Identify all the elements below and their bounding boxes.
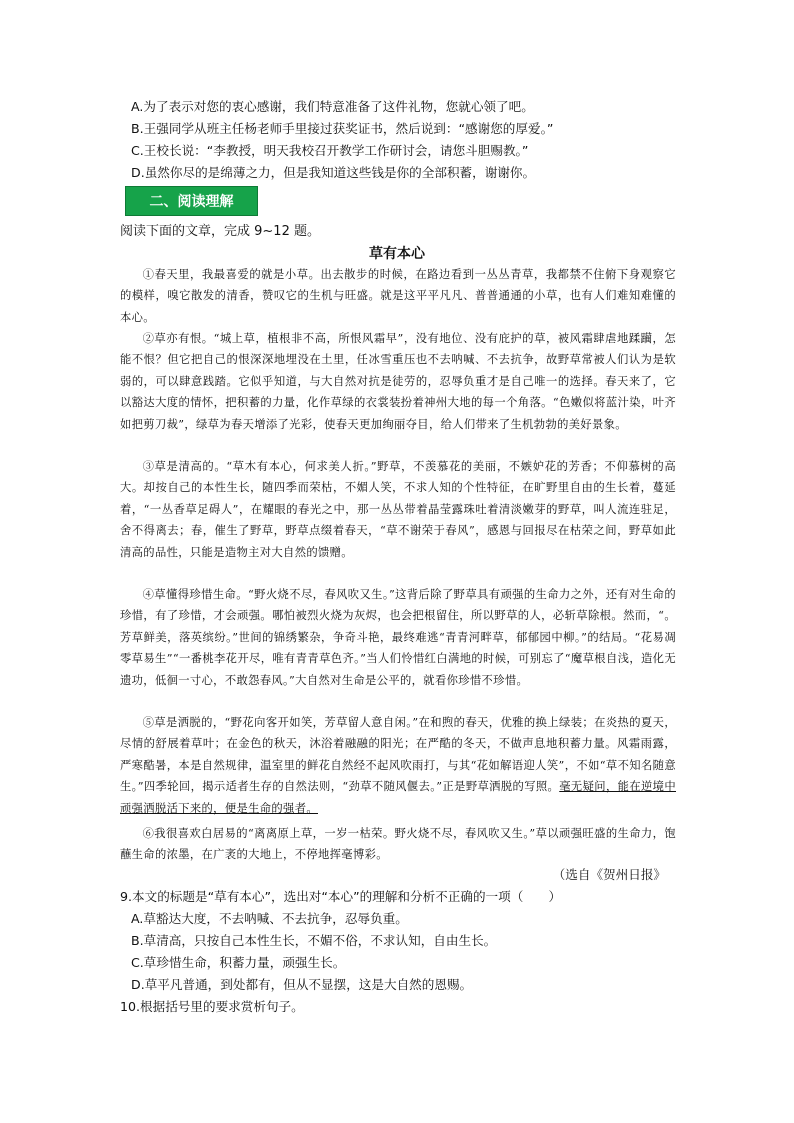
question-10-stem: 10.根据括号里的要求赏析句子。 (120, 999, 304, 1014)
question-9-option-b: B.草清高，只按自己本性生长，不媚不俗，不求认知，自由生长。 (131, 933, 497, 948)
article-paragraph-2: ②草亦有恨。“城上草，植根非不高，所恨风霜早”，没有地位、没有庇护的草，被风霜肆虐地蹂躏，怎能不恨？但它把自己的恨深深地埋没在土里，任冰雪重压也不去呐喊、不去抗争，故野草常被人们认为是软弱的，可以肆意践踏。它似乎知道，与大自然对抗是徒劳的，忍辱负重才是自己唯一的选择。春天来了，它以豁达大度的情怀，把积蓄的力量，化作草绿的衣裳装扮着神州大地的每一个角落。“色嫩似将蓝汁染，叶齐如把剪刀裁”，绿草为春天增添了光彩，使春天更加绚丽夺目，给人们带来了生机勃勃的美好景象。 (120, 332, 676, 431)
reading-instruction: 阅读下面的文章，完成 9~12 题。 (120, 224, 320, 239)
article-paragraph-6: ⑥我很喜欢白居易的“离离原上草，一岁一枯荣。野火烧不尽，春风吹又生。”草以顽强旺盛的生命力，饱蘸生命的浓墨，在广袤的大地上，不停地挥毫博彩。 (120, 827, 676, 862)
question-9-option-a: A.草豁达大度，不去呐喊、不去抗争，忍辱负重。 (131, 911, 408, 926)
article-paragraph-5 (120, 712, 676, 819)
paragraph-5-text: ⑤草是洒脱的，“野花向客开如笑，芳草留人意自闲。”在和煦的春天，优雅的换上绿装；在炎热的夏天，尽情的舒展着草叶；在金色的秋天，沐浴着融融的阳光；在严酷的冬天，不做声息地积蓄力量。风霜雨露，严寒酷暑，本是自然规律，温室里的鲜花自然经不起风吹雨打，与其“花如解语迎人笑”，不如“草不知名随意生。”四季轮回，揭示适者生存的自然法则，“劲草不随风偃去。”正是野草洒脱的写照。 (120, 716, 676, 794)
prev-option-b: B.王强同学从班主任杨老师手里接过获奖证书，然后说到：“感谢您的厚爱。” (131, 121, 554, 136)
question-9-stem: 9.本文的标题是“草有本心”，选出对“本心”的理解和分析不正确的一项（ ） (120, 889, 562, 904)
prev-option-c: C.王校长说：“李教授，明天我校召开教学工作研讨会，请您斗胆赐教。” (131, 143, 529, 158)
prev-option-d: D.虽然你尽的是绵薄之力，但是我知道这些钱是你的全部积蓄，谢谢你。 (131, 165, 536, 180)
article-paragraph-1: ①春天里，我最喜爱的就是小草。出去散步的时候，在路边看到一丛丛青草，我都禁不住俯下身观察它的模样，嗅它散发的清香，赞叹它的生机与旺盛。就是这平平凡凡、普普通通的小草，也有人们难知难懂的本心。 (120, 268, 676, 324)
article-title: 草有本心 (369, 246, 425, 262)
section-banner: 二、阅读理解 (125, 186, 258, 216)
article-paragraph-4: ④草懂得珍惜生命。“野火烧不尽，春风吹又生。”这背后除了野草具有顽强的生命力之外，还有对生命的珍惜，有了珍惜，才会顽强。哪怕被烈火烧为灰烬，也会把根留住，所以野草的人，必斩草除根。然而，“。芳草鲜美，落英缤纷。”世间的锦绣繁杂，争奇斗艳，最终难逃“青青河畔草，郁郁园中柳。”的结局。“花易凋零草易生”“一番桃李花开尽，唯有青青草色齐。”当人们怜惜红白满地的时候，可别忘了“魔草根自浅，造化无遗功，低徊一寸心，不敢怨春风。”大自然对生命是公平的，就看你珍惜不珍惜。 (120, 588, 676, 687)
question-9-option-d: D.草平凡普通，到处都有，但从不显摆，这是大自然的恩赐。 (131, 977, 473, 992)
article-source: （选自《贺州日报》 (552, 867, 666, 882)
prev-option-a: A.为了表示对您的衷心感谢，我们特意准备了这件礼物，您就心领了吧。 (131, 99, 534, 114)
article-paragraph-3: ③草是清高的。“草木有本心，何求美人折。”野草，不羡慕花的美丽，不嫉妒花的芳香；不仰慕树的高大。却按自己的本性生长，随四季而荣枯，不媚人笑，不求人知的个性特征，在旷野里自由的生长着，蔓延着，“一丛香草足碍人”，在耀眼的春光之中，那一丛丛带着晶莹露珠吐着清淡嫩芽的野草，叫人流连驻足，舍不得离去；春，催生了野草，野草点缀着春天，“草不谢荣于春风”，感恩与回报尽在枯荣之间，野草如此清高的品性，只能是造物主对大自然的馈赠。 (120, 460, 676, 559)
paragraph-5-underlined: 毫无疑问，能在逆境中顽强洒脱活下来的，便是生命的强者。 (120, 780, 676, 815)
question-9-option-c: C.草珍惜生命，积蓄力量，顽强生长。 (131, 955, 346, 970)
